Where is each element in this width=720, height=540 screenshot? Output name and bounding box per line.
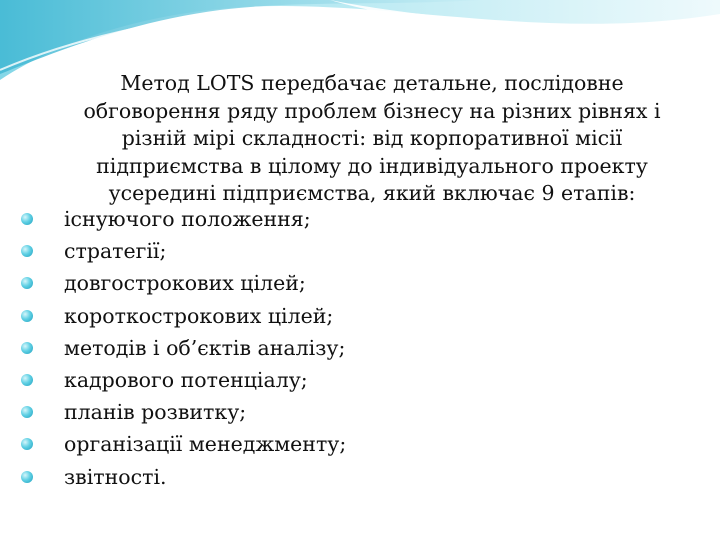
list-item: організації менеджменту;	[0, 428, 346, 460]
bullet-dot-icon	[21, 277, 33, 289]
list-item: короткострокових цілей;	[0, 300, 346, 332]
stage-list	[0, 203, 346, 493]
bullet-dot-icon	[21, 471, 33, 483]
list-item: існуючого положення;	[0, 203, 346, 235]
list-item: кадрового потенціалу;	[0, 364, 346, 396]
intro-paragraph: Метод LOTS передбачає детальне, послідовне обговорення ряду проблем бізнесу на різних рівнях і різній мірі складності: від корпоративної місії підприємства в цілому до індивідуального проекту усередині підприємства, який включає 9 етапів:	[83, 71, 661, 205]
list-item: довгострокових цілей;	[0, 267, 346, 299]
bullet-dot-icon	[21, 342, 33, 354]
bullet-dot-icon	[21, 438, 33, 450]
bullet-dot-icon	[21, 374, 33, 386]
list-item: звітності.	[0, 461, 346, 493]
bullet-dot-icon	[21, 406, 33, 418]
list-item: методів і об’єктів аналізу;	[0, 332, 346, 364]
bullet-dot-icon	[21, 310, 33, 322]
bullet-dot-icon	[21, 213, 33, 225]
bullet-dot-icon	[21, 245, 33, 257]
list-item: стратегії;	[0, 235, 346, 267]
list-item: планів розвитку;	[0, 396, 346, 428]
